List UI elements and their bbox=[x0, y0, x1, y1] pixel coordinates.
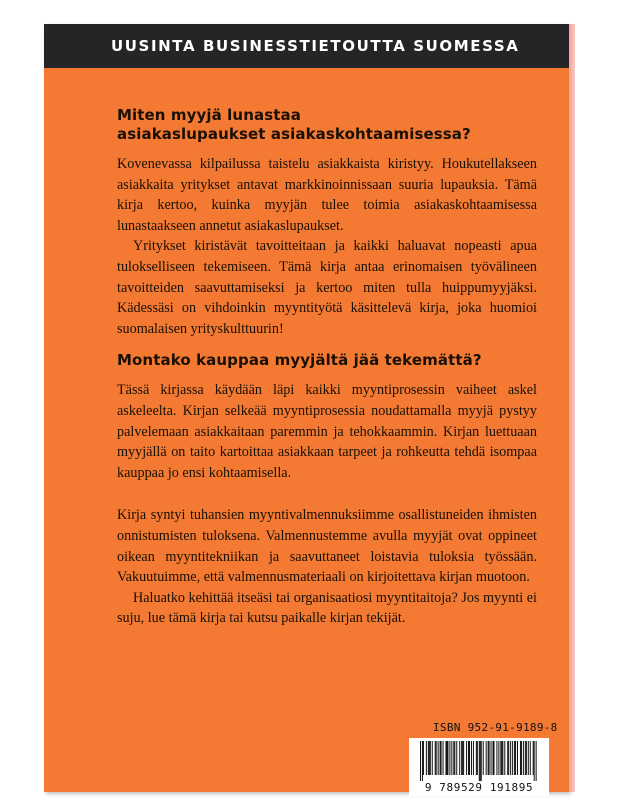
section1-heading-line1: Miten myyjä lunastaa bbox=[117, 106, 301, 124]
barcode-bars-icon bbox=[418, 741, 540, 781]
barcode-bar bbox=[488, 741, 489, 775]
barcode-bar bbox=[426, 741, 427, 775]
barcode-bar bbox=[463, 741, 464, 775]
barcode-bar bbox=[491, 741, 492, 775]
barcode-bar bbox=[469, 741, 470, 775]
barcode-bar bbox=[462, 741, 463, 775]
barcode-bar bbox=[479, 741, 480, 781]
barcode-bar bbox=[504, 741, 505, 775]
barcode-bar bbox=[461, 741, 462, 775]
barcode-bar bbox=[534, 741, 535, 781]
barcode-bar bbox=[446, 741, 447, 775]
barcode-bar bbox=[507, 741, 508, 775]
barcode-bar bbox=[430, 741, 431, 775]
isbn-label: ISBN 952-91-9189-8 bbox=[433, 721, 558, 734]
barcode-bar bbox=[447, 741, 448, 775]
barcode-bar bbox=[520, 741, 521, 775]
barcode bbox=[409, 738, 549, 796]
barcode-bar bbox=[420, 741, 421, 781]
paragraph-gap bbox=[117, 483, 537, 505]
barcode-bar bbox=[483, 741, 484, 775]
barcode-bar bbox=[429, 741, 430, 775]
barcode-bar bbox=[501, 741, 502, 775]
section1-paragraph2: Yritykset kiristävät tavoitteitaan ja kaikki haluavat nopeasti apua tulokselliseen tekemiseen. Tämä kirja antaa erinomaisen työvälineen tavoitteiden saavuttamiseksi ja kertoo miten tulla huippumyyjäksi. Kädessäsi on vihdoinkin myyntityötä käsittelevä kirja, joka huomioi suomalaisen yrityskulttuurin! bbox=[117, 238, 537, 337]
barcode-bar bbox=[536, 741, 537, 781]
barcode-bar bbox=[489, 741, 490, 775]
barcode-bar bbox=[502, 741, 503, 775]
section1-heading-line2: asiakaslupaukset asiakaskohtaamisessa? bbox=[117, 125, 471, 143]
barcode-bar bbox=[514, 741, 515, 775]
section2-heading: Montako kauppaa myyjältä jää tekemättä? bbox=[117, 351, 482, 370]
barcode-bar bbox=[454, 741, 455, 775]
barcode-bar bbox=[435, 741, 436, 775]
barcode-bar bbox=[459, 741, 460, 775]
barcode-bar bbox=[456, 741, 457, 775]
barcode-bar bbox=[525, 741, 526, 775]
barcode-bar bbox=[432, 741, 433, 775]
barcode-bar bbox=[436, 741, 437, 775]
barcode-bar bbox=[493, 741, 494, 775]
section3-paragraph1: Kirja syntyi tuhansien myyntivalmennuksiimme osallistuneiden ihmisten onnistumisten tuloksena. Valmennustemme avulla myyjät ovat oppineet oikean myyntitekniikan ja saavuttaneet loistavia tuloksia työssään. Vakuutuimme, että valmennusmateriaali on kirjoitettava kirjan muotoon. bbox=[117, 507, 537, 586]
barcode-bar bbox=[423, 741, 424, 775]
barcode-bar bbox=[466, 741, 467, 775]
barcode-bar bbox=[441, 741, 442, 775]
section3-paragraph2: Haluatko kehittää itseäsi tai organisaatiosi myyntitaitoja? Jos myynti ei suju, lue tämä kirja tai kutsu paikalle kirjan tekijät. bbox=[117, 589, 537, 627]
barcode-bar bbox=[453, 741, 454, 775]
barcode-bar bbox=[510, 741, 511, 775]
series-banner bbox=[44, 24, 569, 68]
barcode-bar bbox=[471, 741, 472, 775]
barcode-bar bbox=[494, 741, 495, 775]
barcode-bar bbox=[526, 741, 527, 775]
barcode-bar bbox=[496, 741, 497, 775]
barcode-digits: 9 789529 191895 bbox=[424, 781, 534, 794]
barcode-bar bbox=[422, 741, 423, 781]
barcode-bar bbox=[440, 741, 441, 775]
barcode-bar bbox=[486, 741, 487, 775]
cover-edge bbox=[569, 24, 575, 792]
barcode-bar bbox=[528, 741, 529, 775]
barcode-bar bbox=[443, 741, 444, 775]
barcode-bar bbox=[476, 741, 477, 775]
book-back-cover bbox=[44, 24, 569, 792]
barcode-bar bbox=[533, 741, 534, 775]
barcode-bar bbox=[473, 741, 474, 775]
barcode-bar bbox=[428, 741, 429, 775]
blurb-content bbox=[117, 106, 537, 629]
barcode-bar bbox=[451, 741, 452, 775]
barcode-bar bbox=[445, 741, 446, 775]
barcode-bar bbox=[508, 741, 509, 775]
barcode-bar bbox=[438, 741, 439, 775]
barcode-bar bbox=[481, 741, 482, 781]
barcode-bar bbox=[477, 741, 478, 775]
barcode-bar bbox=[468, 741, 469, 775]
barcode-bar bbox=[480, 741, 481, 781]
barcode-bar bbox=[449, 741, 450, 775]
barcode-bar bbox=[521, 741, 522, 775]
barcode-bar bbox=[517, 741, 518, 775]
barcode-bar bbox=[512, 741, 513, 775]
section1-paragraph1: Kovenevassa kilpailussa taistelu asiakkaista kiristyy. Houkutellakseen asiakkaita yritykset antavat markkinoinnissaan suuria lupauksia. Tämä kirja kertoo, kuinka myyjän tulee toimia asiakaskohtaamisessa lunastaakseen annetut asiakaslupaukset. bbox=[117, 156, 537, 234]
barcode-bar bbox=[498, 741, 499, 775]
barcode-bar bbox=[530, 741, 531, 775]
barcode-bar bbox=[500, 741, 501, 775]
section2-paragraph1: Tässä kirjassa käydään läpi kaikki myyntiprosessin vaiheet askel askeleelta. Kirjan selkeää myyntiprosessia noudattamalla myyjä pystyy palvelemaan asiakkaitaan paremmin ja tehokkaammin. Kirjan luettuaan myyjällä on taito kartoittaa asiakkaan tarpeet ja rohkeutta tehdä isompaa kauppaa jo ensi kohtaamisella. bbox=[117, 382, 537, 481]
barcode-bar bbox=[523, 741, 524, 775]
barcode-bar bbox=[515, 741, 516, 775]
section1-heading bbox=[117, 106, 537, 144]
series-title: UUSINTA BUSINESSTIETOUTTA SUOMESSA bbox=[111, 37, 520, 55]
